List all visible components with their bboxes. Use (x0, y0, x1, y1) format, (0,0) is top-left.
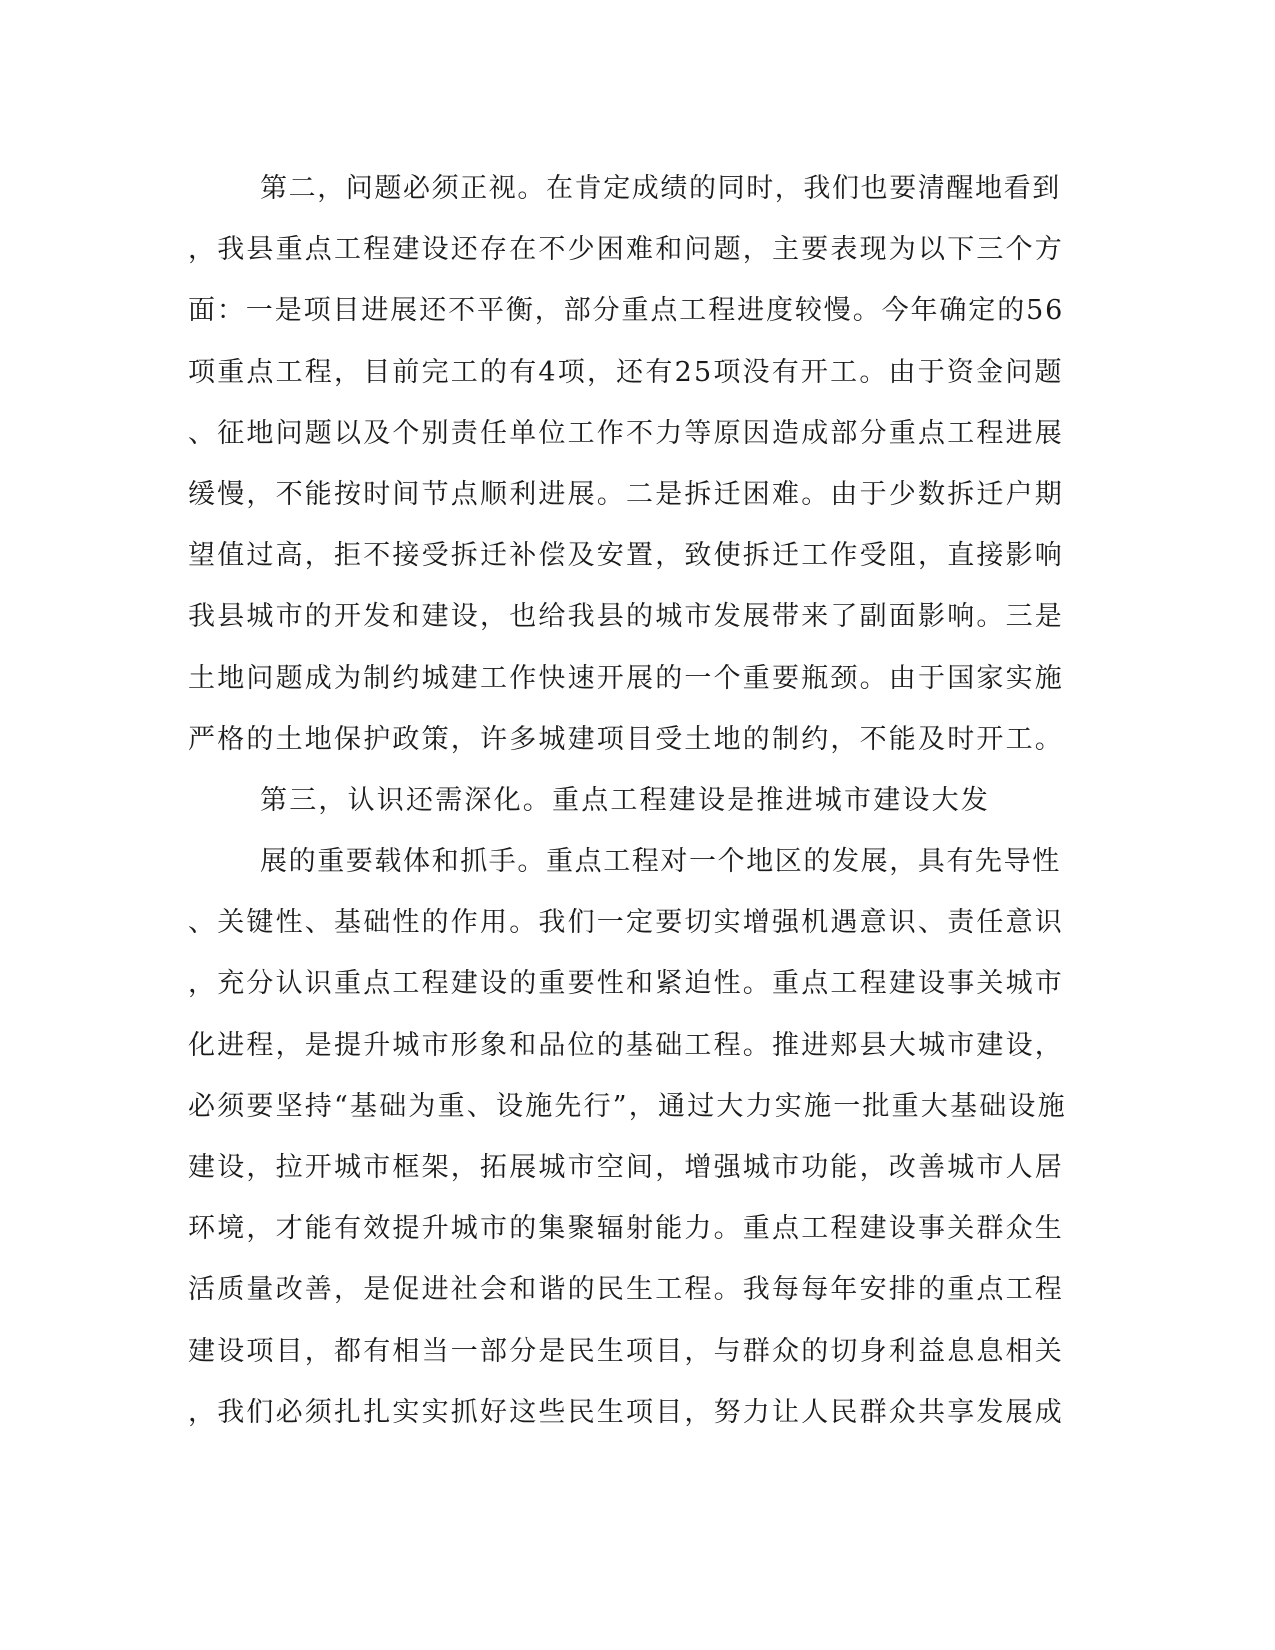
text-line: ，我们必须扎扎实实抓好这些民生项目，努力让人民群众共享发展成 (188, 1396, 1064, 1428)
text-line: 环境，才能有效提升城市的集聚辐射能力。重点工程建设事关群众生 (188, 1213, 1064, 1245)
text-line: 我县城市的开发和建设，也给我县的城市发展带来了副面影响。三是 (188, 601, 1064, 633)
text-line: 建设，拉开城市框架，拓展城市空间，增强城市功能，改善城市人居 (188, 1152, 1064, 1183)
text-line: 土地问题成为制约城建工作快速开展的一个重要瓶颈。由于国家实施 (188, 662, 1064, 694)
text-line: 建设项目，都有相当一部分是民生项目，与群众的切身利益息息相关 (188, 1335, 1064, 1367)
text-line: 项重点工程，目前完工的有4项，还有25项没有开工。由于资金问题 (188, 356, 1064, 388)
text-line: ，充分认识重点工程建设的重要性和紧迫性。重点工程建设事关城市 (188, 968, 1064, 1000)
text-line: 面：一是项目进展还不平衡，部分重点工程进度较慢。今年确定的56 (188, 295, 1065, 327)
text-line: 、关键性、基础性的作用。我们一定要切实增强机遇意识、责任意识 (188, 907, 1064, 939)
text-line: 必须要坚持“基础为重、设施先行”，通过大力实施一批重大基础设施 (188, 1090, 1067, 1122)
text-line: ，我县重点工程建设还存在不少困难和问题，主要表现为以下三个方 (188, 234, 1064, 266)
text-line: 、征地问题以及个别责任单位工作不力等原因造成部分重点工程进展 (188, 417, 1064, 449)
text-line: 缓慢，不能按时间节点顺利进展。二是拆迁困难。由于少数拆迁户期 (188, 478, 1064, 510)
text-line: 活质量改善，是促进社会和谐的民生工程。我每每年安排的重点工程 (188, 1274, 1064, 1306)
body-text (188, 158, 1068, 1443)
text-line: 化进程，是提升城市形象和品位的基础工程。推进郏县大城市建设， (188, 1029, 1064, 1061)
text-line: 望值过高，拒不接受拆迁补偿及安置，致使拆迁工作受阻，直接影响 (188, 540, 1064, 572)
text-line: 展的重要载体和抓手。重点工程对一个地区的发展，具有先导性 (260, 846, 1061, 878)
text-line: 第三，认识还需深化。重点工程建设是推进城市建设大发 (260, 784, 990, 816)
text-line: 严格的土地保护政策，许多城建项目受土地的制约，不能及时开工。 (188, 723, 1064, 755)
text-line: 第二，问题必须正视。在肯定成绩的同时，我们也要清醒地看到 (260, 173, 1061, 204)
